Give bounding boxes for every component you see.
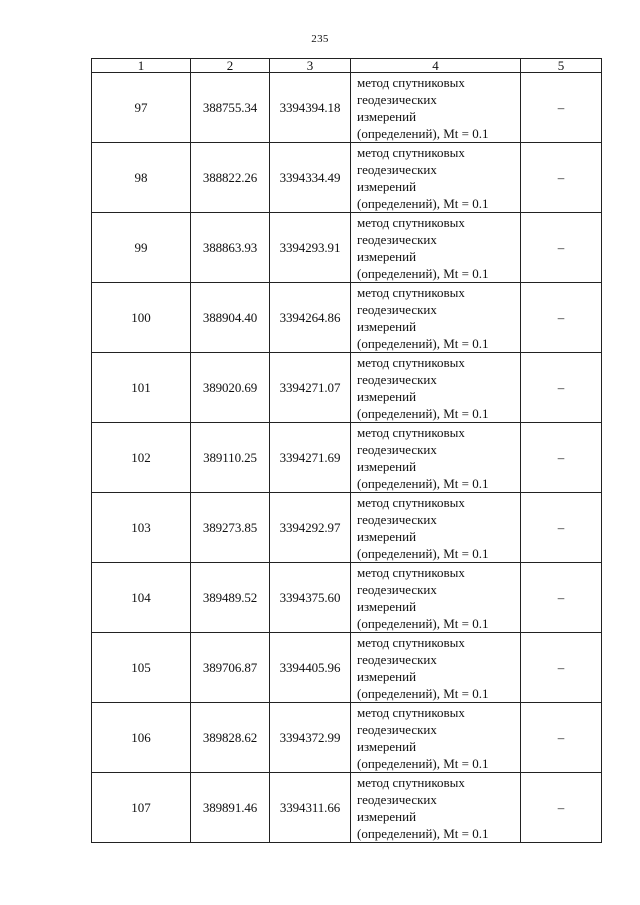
table-row xyxy=(92,563,602,633)
header-col-5: 5 xyxy=(521,59,602,73)
method-description-cell: метод спутниковых геодезических измерений (определений), Mt = 0.1 xyxy=(351,213,521,283)
y-coordinate-cell: 3394405.96 xyxy=(270,633,351,703)
note-cell: – xyxy=(521,353,602,423)
point-number-cell: 105 xyxy=(92,633,191,703)
header-col-3: 3 xyxy=(270,59,351,73)
method-description-cell: метод спутниковых геодезических измерений (определений), Mt = 0.1 xyxy=(351,493,521,563)
y-coordinate-cell: 3394271.69 xyxy=(270,423,351,493)
x-coordinate-cell: 389110.25 xyxy=(191,423,270,493)
table-row xyxy=(92,143,602,213)
method-description-cell: метод спутниковых геодезических измерений (определений), Mt = 0.1 xyxy=(351,73,521,143)
y-coordinate-cell: 3394394.18 xyxy=(270,73,351,143)
point-number-cell: 102 xyxy=(92,423,191,493)
header-col-4: 4 xyxy=(351,59,521,73)
note-cell: – xyxy=(521,493,602,563)
point-number-cell: 103 xyxy=(92,493,191,563)
point-number-cell: 104 xyxy=(92,563,191,633)
point-number-cell: 98 xyxy=(92,143,191,213)
table-row xyxy=(92,773,602,843)
point-number-cell: 106 xyxy=(92,703,191,773)
y-coordinate-cell: 3394375.60 xyxy=(270,563,351,633)
y-coordinate-cell: 3394311.66 xyxy=(270,773,351,843)
table-body xyxy=(92,73,602,843)
x-coordinate-cell: 388904.40 xyxy=(191,283,270,353)
table-row xyxy=(92,353,602,423)
coordinates-table xyxy=(91,58,602,843)
y-coordinate-cell: 3394271.07 xyxy=(270,353,351,423)
y-coordinate-cell: 3394293.91 xyxy=(270,213,351,283)
x-coordinate-cell: 389489.52 xyxy=(191,563,270,633)
note-cell: – xyxy=(521,283,602,353)
x-coordinate-cell: 389020.69 xyxy=(191,353,270,423)
x-coordinate-cell: 389828.62 xyxy=(191,703,270,773)
table-header-row xyxy=(92,59,602,73)
method-description-cell: метод спутниковых геодезических измерений (определений), Mt = 0.1 xyxy=(351,353,521,423)
method-description-cell: метод спутниковых геодезических измерений (определений), Mt = 0.1 xyxy=(351,703,521,773)
x-coordinate-cell: 389273.85 xyxy=(191,493,270,563)
header-col-1: 1 xyxy=(92,59,191,73)
table-row xyxy=(92,633,602,703)
x-coordinate-cell: 389891.46 xyxy=(191,773,270,843)
table-row xyxy=(92,73,602,143)
table-row xyxy=(92,213,602,283)
x-coordinate-cell: 388755.34 xyxy=(191,73,270,143)
y-coordinate-cell: 3394334.49 xyxy=(270,143,351,213)
point-number-cell: 107 xyxy=(92,773,191,843)
table-row xyxy=(92,423,602,493)
point-number-cell: 97 xyxy=(92,73,191,143)
header-col-2: 2 xyxy=(191,59,270,73)
note-cell: – xyxy=(521,213,602,283)
table-row xyxy=(92,703,602,773)
method-description-cell: метод спутниковых геодезических измерений (определений), Mt = 0.1 xyxy=(351,423,521,493)
y-coordinate-cell: 3394372.99 xyxy=(270,703,351,773)
x-coordinate-cell: 389706.87 xyxy=(191,633,270,703)
page-number: 235 xyxy=(311,33,329,45)
point-number-cell: 101 xyxy=(92,353,191,423)
method-description-cell: метод спутниковых геодезических измерений (определений), Mt = 0.1 xyxy=(351,563,521,633)
note-cell: – xyxy=(521,703,602,773)
table-row xyxy=(92,283,602,353)
x-coordinate-cell: 388863.93 xyxy=(191,213,270,283)
method-description-cell: метод спутниковых геодезических измерений (определений), Mt = 0.1 xyxy=(351,773,521,843)
y-coordinate-cell: 3394264.86 xyxy=(270,283,351,353)
note-cell: – xyxy=(521,73,602,143)
point-number-cell: 99 xyxy=(92,213,191,283)
y-coordinate-cell: 3394292.97 xyxy=(270,493,351,563)
method-description-cell: метод спутниковых геодезических измерений (определений), Mt = 0.1 xyxy=(351,283,521,353)
note-cell: – xyxy=(521,563,602,633)
point-number-cell: 100 xyxy=(92,283,191,353)
method-description-cell: метод спутниковых геодезических измерений (определений), Mt = 0.1 xyxy=(351,143,521,213)
note-cell: – xyxy=(521,423,602,493)
method-description-cell: метод спутниковых геодезических измерений (определений), Mt = 0.1 xyxy=(351,633,521,703)
note-cell: – xyxy=(521,143,602,213)
note-cell: – xyxy=(521,773,602,843)
table-row xyxy=(92,493,602,563)
note-cell: – xyxy=(521,633,602,703)
x-coordinate-cell: 388822.26 xyxy=(191,143,270,213)
